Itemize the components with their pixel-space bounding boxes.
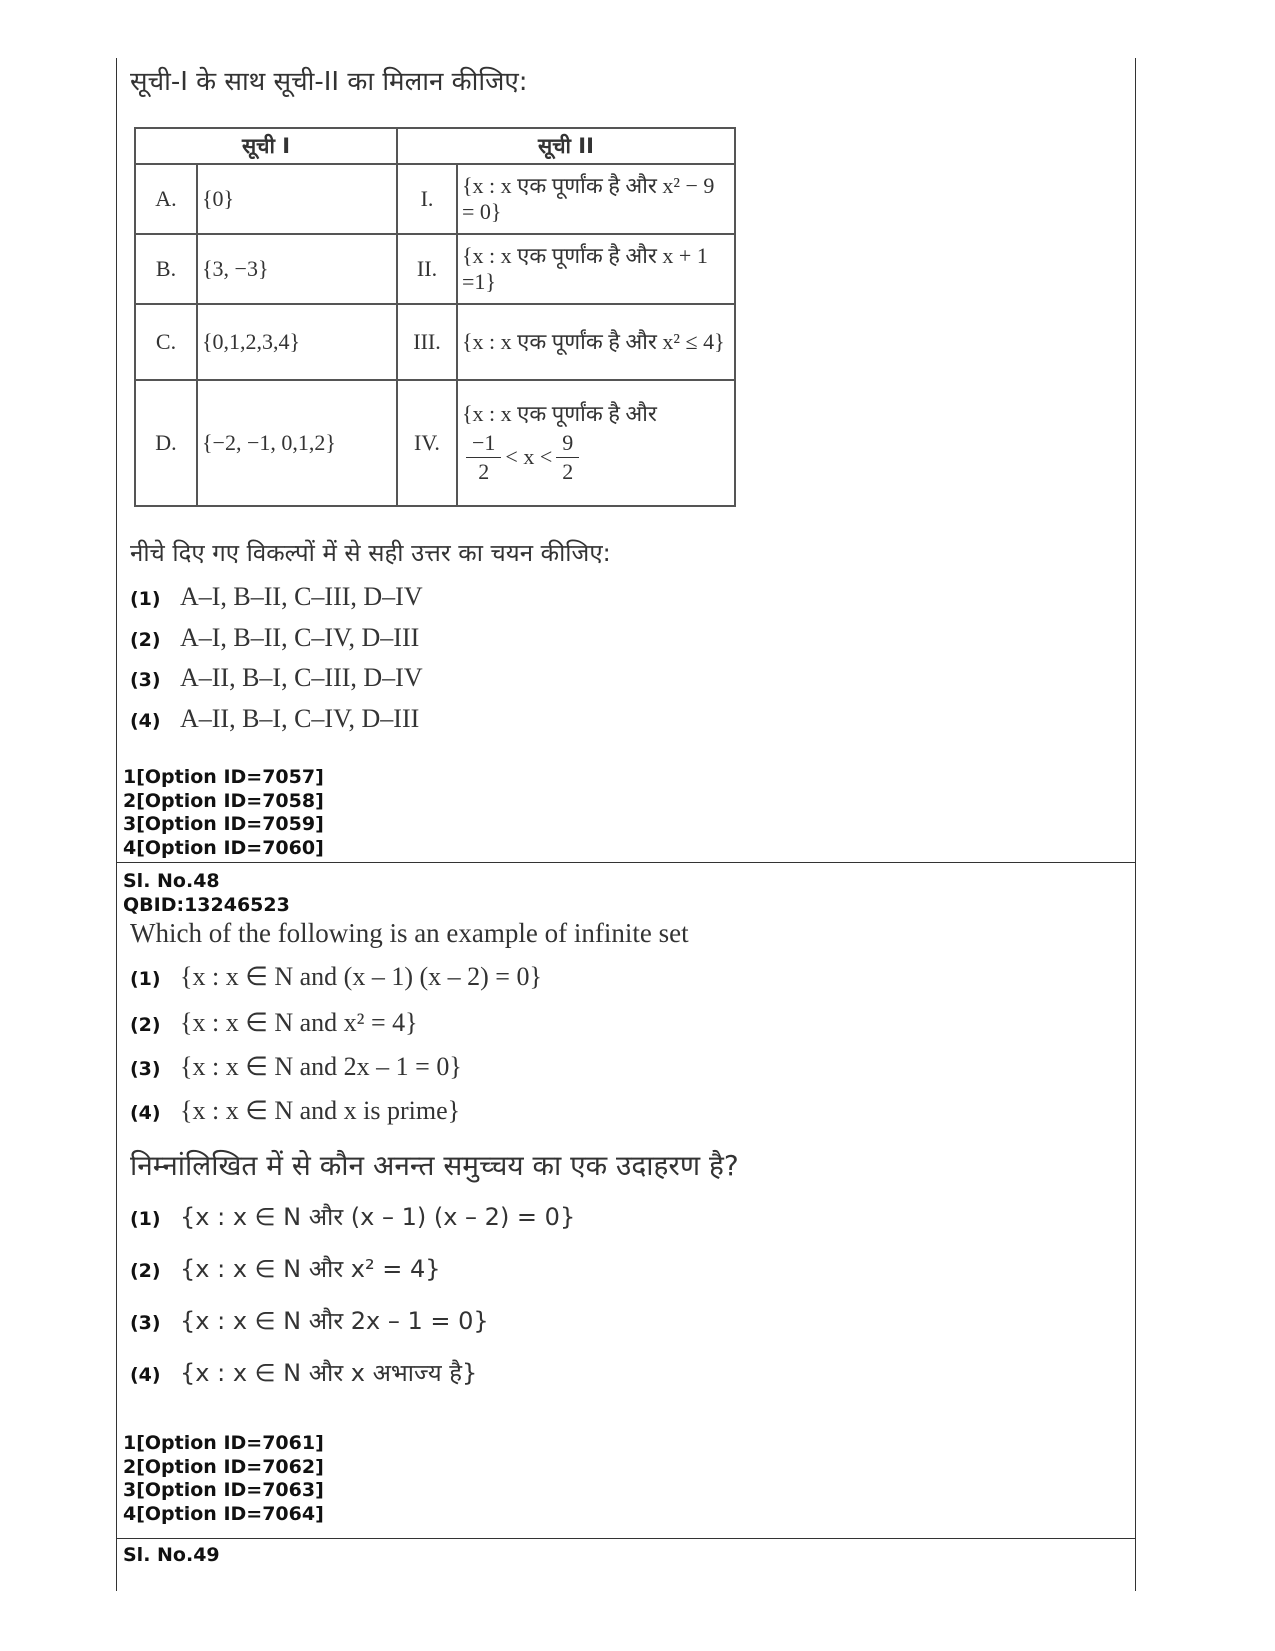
row-label: C. xyxy=(135,304,197,380)
option-text: {x : x ∈ N and (x – 1) (x – 2) = 0} xyxy=(180,962,542,991)
option-number: (1) xyxy=(130,1208,161,1230)
row-roman: IV. xyxy=(397,380,457,506)
divider-q48 xyxy=(116,862,1136,863)
q48-option-hi-3 xyxy=(130,1304,489,1337)
option-id: 1[Option ID=7061] xyxy=(123,1432,324,1454)
option-text: A–II, B–I, C–III, D–IV xyxy=(180,663,423,692)
row-desc: {x : x एक पूर्णांक है और x² ≤ 4} xyxy=(457,304,735,380)
fraction-denominator: 2 xyxy=(562,458,574,484)
fraction-numerator: −1 xyxy=(466,429,501,458)
sl-no: Sl. No.48 xyxy=(123,870,220,892)
option-number: (2) xyxy=(130,1014,161,1036)
q48-option-hi-1 xyxy=(130,1200,575,1233)
option-text: A–I, B–II, C–III, D–IV xyxy=(180,582,423,611)
option-text: A–II, B–I, C–IV, D–III xyxy=(180,704,420,733)
option-number: (4) xyxy=(130,1364,161,1386)
fraction-lower xyxy=(466,429,501,486)
option-text: {x : x ∈ N and x is prime} xyxy=(180,1096,461,1125)
q48-option-en-4 xyxy=(130,1096,460,1126)
option-number: (2) xyxy=(130,629,161,651)
option-number: (3) xyxy=(130,1058,161,1080)
option-text: {x : x ∈ N और x² = 4} xyxy=(180,1255,441,1283)
match-table xyxy=(134,127,736,507)
q47-instruction-hi: नीचे दिए गए विकल्पों में से सही उत्तर का चयन कीजिए: xyxy=(130,539,611,567)
divider-q49 xyxy=(116,1538,1136,1539)
table-row xyxy=(135,164,735,234)
row-label: A. xyxy=(135,164,197,234)
row-desc: {x : x एक पूर्णांक है और x + 1 =1} xyxy=(457,234,735,304)
row-set: {0} xyxy=(197,164,397,234)
row-roman: I. xyxy=(397,164,457,234)
table-row xyxy=(135,304,735,380)
row-roman: III. xyxy=(397,304,457,380)
option-number: (1) xyxy=(130,588,161,610)
option-id: 1[Option ID=7057] xyxy=(123,766,324,788)
q48-header xyxy=(123,870,290,917)
row-set: {0,1,2,3,4} xyxy=(197,304,397,380)
option-number: (1) xyxy=(130,968,161,990)
row-desc-line: {x : x एक पूर्णांक है और xyxy=(462,400,657,426)
q47-option-2 xyxy=(130,623,419,653)
inequality-middle: < x < xyxy=(505,444,553,469)
option-id: 2[Option ID=7058] xyxy=(123,789,324,812)
q47-option-1 xyxy=(130,582,423,612)
option-text: {x : x ∈ N and x² = 4} xyxy=(180,1008,418,1037)
option-text: {x : x ∈ N और 2x – 1 = 0} xyxy=(180,1307,489,1335)
row-set: {−2, −1, 0,1,2} xyxy=(197,380,397,506)
header-list-2: सूची II xyxy=(397,128,735,164)
option-text: {x : x ∈ N and 2x – 1 = 0} xyxy=(180,1052,462,1081)
option-text: {x : x ∈ N और x अभाज्य है} xyxy=(180,1359,478,1387)
q48-option-en-3 xyxy=(130,1052,462,1082)
option-text: {x : x ∈ N और (x – 1) (x – 2) = 0} xyxy=(180,1203,576,1231)
row-label: B. xyxy=(135,234,197,304)
q48-question-hi: निम्नांलिखित में से कौन अनन्त समुच्चय का एक उदाहरण है? xyxy=(130,1149,739,1182)
option-number: (4) xyxy=(130,1102,161,1124)
q47-option-ids xyxy=(123,766,324,860)
match-table-header xyxy=(135,128,735,164)
option-id: 4[Option ID=7060] xyxy=(123,836,324,859)
q48-option-hi-4 xyxy=(130,1356,477,1389)
q47-question-hi: सूची-I के साथ सूची-II का मिलान कीजिए: xyxy=(130,67,528,97)
option-number: (4) xyxy=(130,710,161,732)
q48-option-ids xyxy=(123,1432,324,1526)
fraction-denominator: 2 xyxy=(478,458,490,484)
option-number: (3) xyxy=(130,1312,161,1334)
header-list-1: सूची I xyxy=(135,128,397,164)
qbid: QBID:13246523 xyxy=(123,893,290,916)
row-desc xyxy=(457,380,735,506)
q48-question-en: Which of the following is an example of infinite set xyxy=(130,918,689,948)
option-id: 2[Option ID=7062] xyxy=(123,1455,324,1478)
fraction-numerator: 9 xyxy=(556,429,579,458)
fraction-upper xyxy=(556,429,579,486)
option-id: 4[Option ID=7064] xyxy=(123,1502,324,1525)
row-set: {3, −3} xyxy=(197,234,397,304)
table-row xyxy=(135,234,735,304)
q49-sl-no: Sl. No.49 xyxy=(123,1544,220,1566)
option-number: (3) xyxy=(130,669,161,691)
inequality xyxy=(462,429,730,486)
table-row xyxy=(135,380,735,506)
option-text: A–I, B–II, C–IV, D–III xyxy=(180,623,420,652)
row-desc: {x : x एक पूर्णांक है और x² − 9 = 0} xyxy=(457,164,735,234)
q48-option-hi-2 xyxy=(130,1252,441,1285)
q47-option-3 xyxy=(130,663,423,693)
row-label: D. xyxy=(135,380,197,506)
q47-option-4 xyxy=(130,704,419,734)
option-id: 3[Option ID=7063] xyxy=(123,1479,324,1501)
q48-option-en-1 xyxy=(130,962,542,992)
option-id: 3[Option ID=7059] xyxy=(123,813,324,835)
option-number: (2) xyxy=(130,1260,161,1282)
row-roman: II. xyxy=(397,234,457,304)
q48-option-en-2 xyxy=(130,1008,418,1038)
